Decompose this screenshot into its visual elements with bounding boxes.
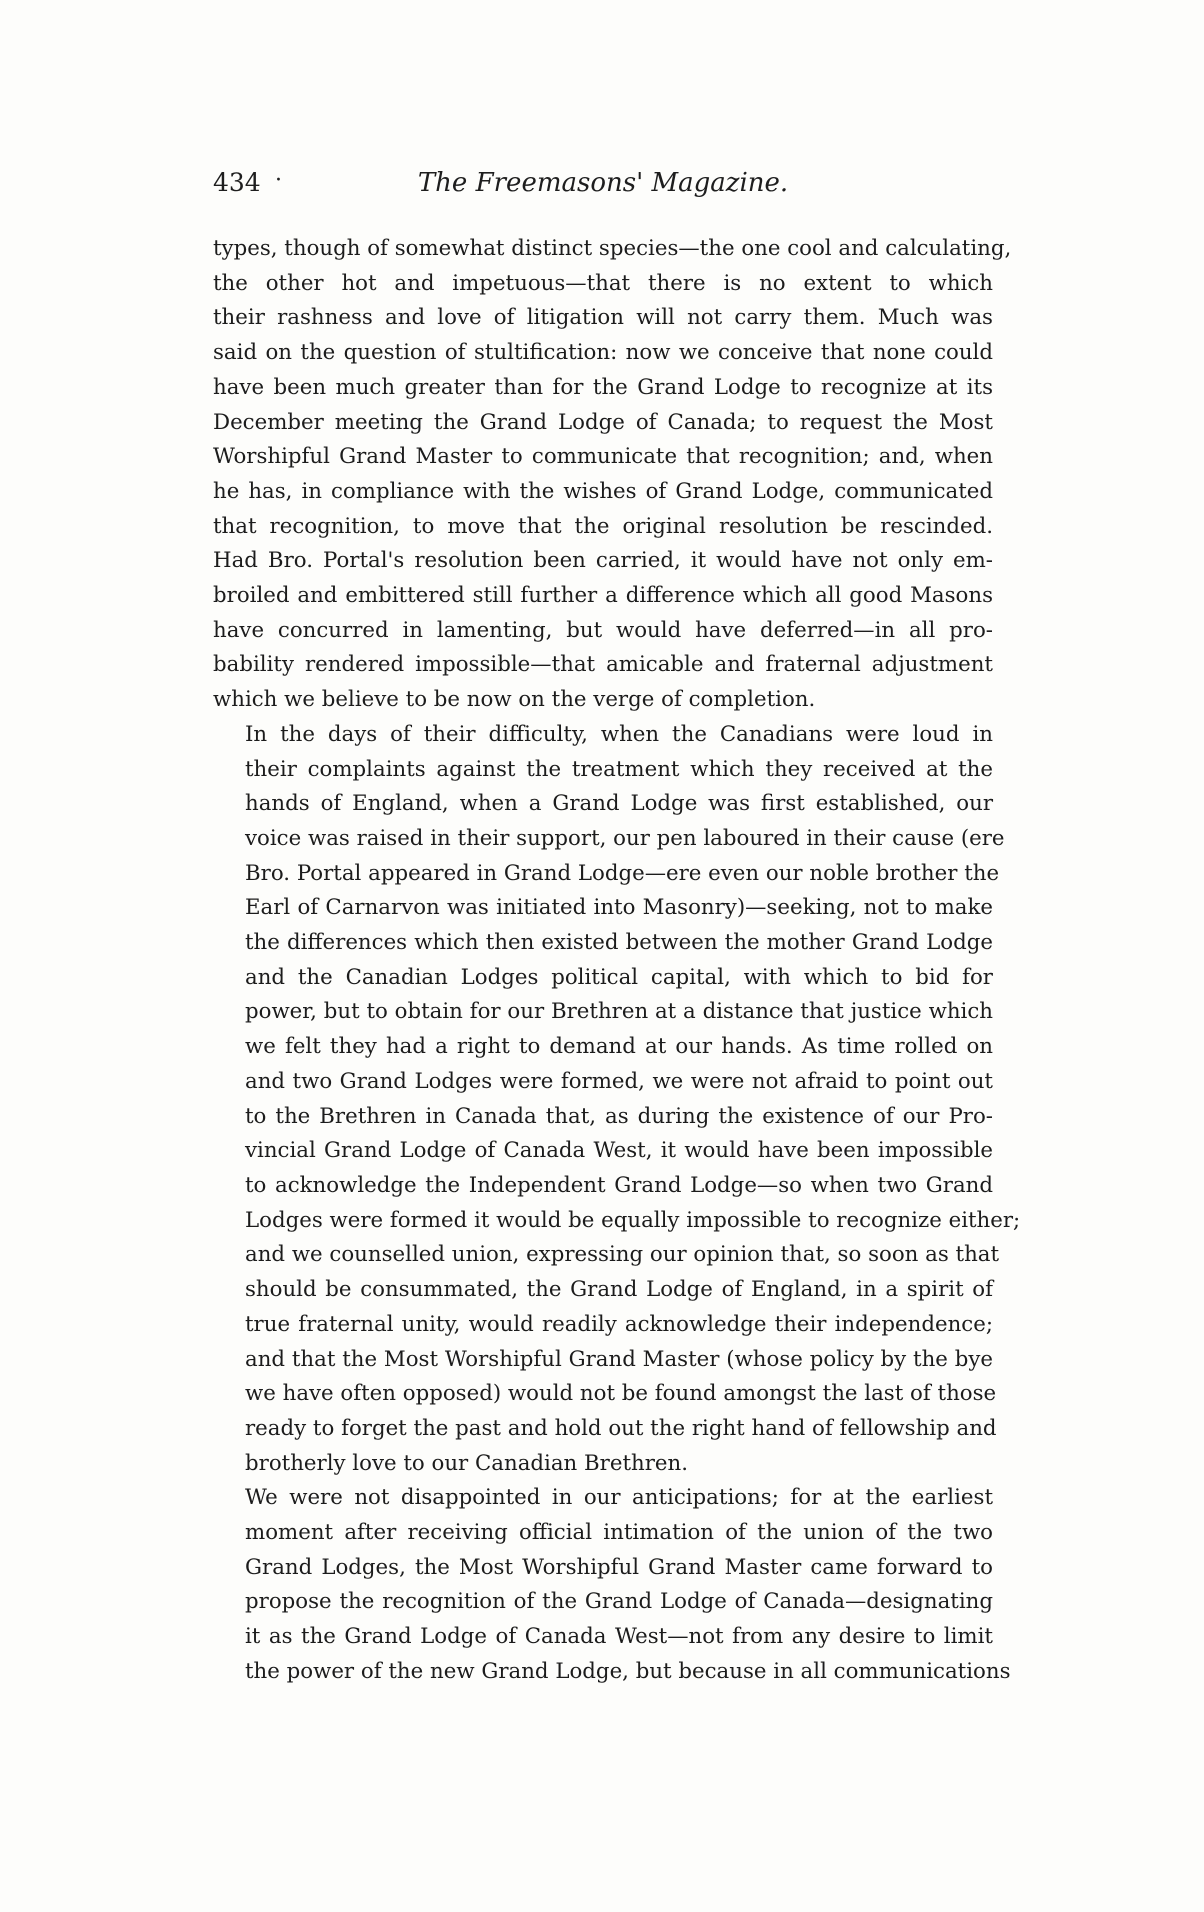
text-line: their rashness and love of litigation will not carry them. Much was xyxy=(213,305,993,331)
page-header xyxy=(213,168,993,208)
text-line: and that the Most Worshipful Grand Master (whose policy by the bye xyxy=(245,1346,993,1372)
text-line: Bro. Portal appeared in Grand Lodge—ere even our noble brother the xyxy=(245,860,1000,886)
text-line: he has, in compliance with the wishes of Grand Lodge, communicated xyxy=(213,478,993,504)
text-line: should be consummated, the Grand Lodge of England, in a spirit of xyxy=(245,1277,993,1303)
text-line: Earl of Carnarvon was initiated into Masonry)—seeking, not to make xyxy=(245,895,993,921)
text-line: vincial Grand Lodge of Canada West, it would have been impossible xyxy=(245,1138,993,1164)
text-line: moment after receiving official intimation of the union of the two xyxy=(245,1520,993,1546)
text-line: Worshipful Grand Master to communicate that recognition; and, when xyxy=(213,444,993,470)
paragraph-3 xyxy=(213,1481,1011,1689)
text-line: their complaints against the treatment which they received at the xyxy=(245,756,993,782)
header-bullet: · xyxy=(275,168,282,193)
text-line: have been much greater than for the Grand Lodge to recognize at its xyxy=(213,374,993,400)
article-body xyxy=(213,232,1021,1690)
paragraph-1 xyxy=(213,232,1012,718)
text-line: ready to forget the past and hold out the right hand of fellowship and xyxy=(245,1415,997,1441)
text-line: and we counselled union, expressing our opinion that, so soon as that xyxy=(245,1242,1000,1268)
text-line: voice was raised in their support, our pen laboured in their cause (ere xyxy=(245,825,1005,851)
text-line: types, though of somewhat distinct species—the one cool and calculating, xyxy=(213,236,1012,261)
text-line: Lodges were formed it would be equally impossible to recognize either; xyxy=(245,1207,1021,1233)
text-line: to acknowledge the Independent Grand Lodge—so when two Grand xyxy=(245,1172,993,1198)
text-line: and the Canadian Lodges political capital, with which to bid for xyxy=(245,964,993,990)
text-line: propose the recognition of the Grand Lodge of Canada—designating xyxy=(245,1589,993,1615)
text-line: true fraternal unity, would readily acknowledge their independence; xyxy=(245,1311,993,1337)
text-line: it as the Grand Lodge of Canada West—not from any desire to limit xyxy=(245,1624,993,1650)
text-line: We were not disappointed in our anticipations; for at the earliest xyxy=(245,1485,993,1511)
text-line: hands of England, when a Grand Lodge was first established, our xyxy=(245,791,993,817)
text-line: In the days of their difficulty, when the Canadians were loud in xyxy=(245,721,993,747)
text-line: to the Brethren in Canada that, as during the existence of our Pro- xyxy=(245,1103,993,1129)
paragraph-2 xyxy=(213,718,1021,1481)
text-line: we felt they had a right to demand at our hands. As time rolled on xyxy=(245,1034,993,1060)
text-line: power, but to obtain for our Brethren at a distance that justice which xyxy=(245,999,993,1025)
text-line: said on the question of stultification: now we conceive that none could xyxy=(213,340,993,366)
text-line: we have often opposed) would not be found amongst the last of those xyxy=(245,1381,997,1407)
text-line: December meeting the Grand Lodge of Canada; to request the Most xyxy=(213,409,993,435)
page-number: 434 xyxy=(213,168,261,197)
text-line: Had Bro. Portal's resolution been carried, it would have not only em- xyxy=(213,548,993,574)
text-line: bability rendered impossible—that amicable and fraternal adjustment xyxy=(213,652,993,678)
text-line: brotherly love to our Canadian Brethren. xyxy=(245,1450,688,1476)
text-line: and two Grand Lodges were formed, we were not afraid to point out xyxy=(245,1068,993,1094)
text-line: which we believe to be now on the verge of completion. xyxy=(213,687,816,713)
text-line: that recognition, to move that the original resolution be rescinded. xyxy=(213,513,993,539)
text-line: the other hot and impetuous—that there is no extent to which xyxy=(213,270,993,296)
text-line: the power of the new Grand Lodge, but because in all communications xyxy=(245,1658,1011,1684)
text-line: broiled and embittered still further a difference which all good Masons xyxy=(213,583,993,609)
text-line: Grand Lodges, the Most Worshipful Grand Master came forward to xyxy=(245,1554,993,1580)
text-line: have concurred in lamenting, but would have deferred—in all pro- xyxy=(213,617,993,643)
text-line: the differences which then existed between the mother Grand Lodge xyxy=(245,930,993,956)
running-title: The Freemasons' Magazine. xyxy=(417,168,789,198)
